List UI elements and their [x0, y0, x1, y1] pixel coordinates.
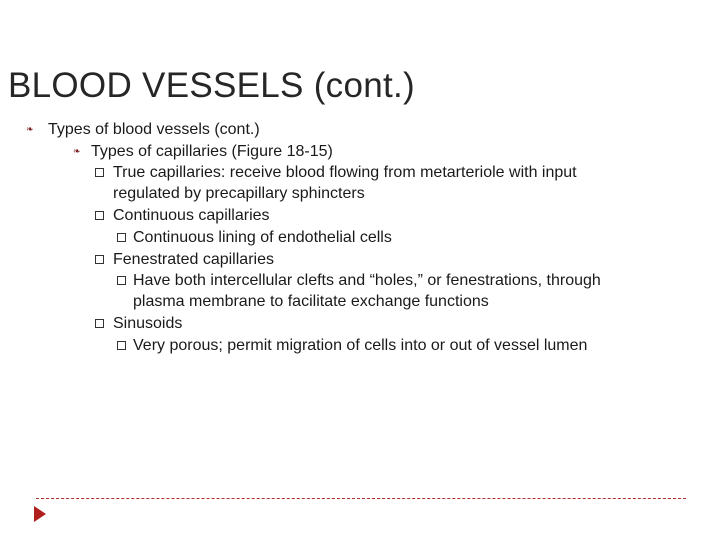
- sub-fenestrations-line2: plasma membrane to facilitate exchange functions: [133, 293, 489, 310]
- checkbox-square-icon: [95, 168, 104, 177]
- footer-dashed-divider: [36, 498, 686, 499]
- checkbox-square-icon: [95, 211, 104, 220]
- checkbox-square-icon: [117, 233, 126, 242]
- sub-continuous-lining: Continuous lining of endothelial cells: [133, 229, 392, 246]
- level2-text: Types of capillaries (Figure 18-15): [91, 143, 333, 160]
- checkbox-square-icon: [95, 319, 104, 328]
- item-fenestrated-capillaries: Fenestrated capillaries: [113, 251, 274, 268]
- level1-text: Types of blood vessels (cont.): [48, 121, 260, 138]
- checkbox-square-icon: [95, 255, 104, 264]
- sub-sinusoids-porous: Very porous; permit migration of cells into or out of vessel lumen: [133, 337, 588, 354]
- sub-fenestrations-line1: Have both intercellular clefts and “holes,” or fenestrations, through: [133, 272, 601, 289]
- checkbox-square-icon: [117, 276, 126, 285]
- item-true-capillaries-line2: regulated by precapillary sphincters: [113, 185, 365, 202]
- fleuron-bullet-icon: ❧: [73, 147, 81, 157]
- item-sinusoids: Sinusoids: [113, 315, 183, 332]
- item-continuous-capillaries: Continuous capillaries: [113, 207, 270, 224]
- item-true-capillaries-line1: True capillaries: receive blood flowing from metarteriole with input: [113, 164, 577, 181]
- play-arrow-icon[interactable]: [34, 506, 46, 522]
- slide-title: BLOOD VESSELS (cont.): [8, 66, 416, 105]
- checkbox-square-icon: [117, 341, 126, 350]
- fleuron-bullet-icon: ❧: [26, 125, 34, 135]
